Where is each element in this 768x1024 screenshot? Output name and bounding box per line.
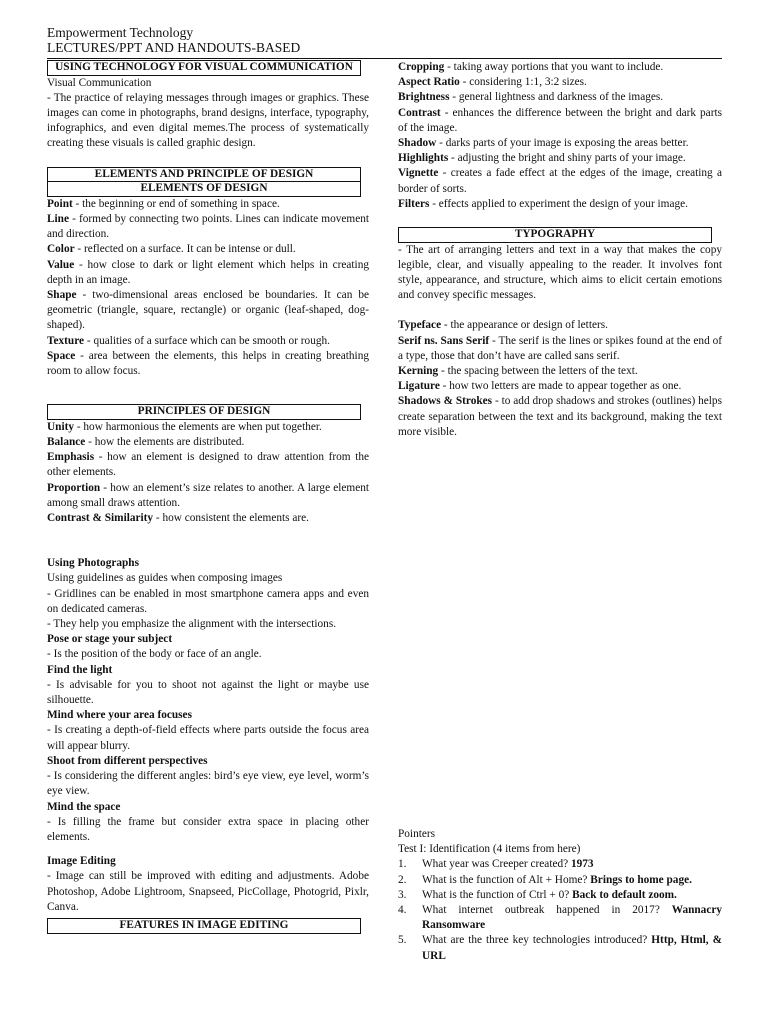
- feature-item: Vignette - creates a fade effect at the edges of the image, creating a border of sorts.: [398, 167, 722, 195]
- question-item: 2. What is the function of Alt + Home? Brings to home page.: [398, 873, 692, 886]
- element-item: Point - the beginning or end of something in space.: [47, 197, 280, 210]
- elements-list: [47, 197, 369, 379]
- answer: Brings to home page.: [590, 873, 692, 886]
- section-box-elements-principles: ELEMENTS AND PRINCIPLE OF DESIGN: [47, 167, 361, 183]
- tip-text: - Is considering the different angles: bird’s eye view, eye level, worm’s eye view.: [47, 770, 369, 798]
- tip-text: - Is creating a depth-of-field effects where parts outside the focus area will appear blurry.: [47, 724, 369, 752]
- typo-item: Typeface - the appearance or design of letters.: [398, 319, 608, 332]
- typo-terms: [398, 318, 722, 440]
- features-list: [398, 60, 722, 212]
- pointers-subtitle: Test I: Identification (4 items from here): [398, 843, 581, 856]
- answer: Wannacry Ransomware: [422, 904, 722, 932]
- photo-bullet: - They help you emphasize the alignment with the intersections.: [47, 618, 337, 631]
- pointers-title: Pointers: [398, 828, 436, 840]
- question-item: 5. What are the three key technologies introduced? Http, Html, & URL: [398, 934, 722, 962]
- feature-item: Shadow - darks parts of your image is exposing the areas better.: [398, 137, 689, 150]
- principle-item: Balance - how the elements are distributed.: [47, 436, 245, 449]
- principles-list: [47, 420, 369, 526]
- question-item: 4. What internet outbreak happened in 2017? Wannacry Ransomware: [398, 904, 722, 932]
- typo-item: Serif ns. Sans Serif - The serif is the lines or spikes found at the end of a type, those that don’t have are called sans serif.: [398, 334, 723, 362]
- section-box-typography: TYPOGRAPHY: [398, 227, 712, 243]
- answer: Back to default zoom.: [572, 888, 677, 901]
- pointers-section: [398, 827, 722, 964]
- photo-bullet: - Gridlines can be enabled in most smartphone camera apps and even on dedicated cameras.: [47, 587, 369, 615]
- answer: 1973: [570, 858, 594, 871]
- edit-text: - Image can still be improved with editing and adjustments. Adobe Photoshop, Adobe Lightroom, Snapseed, PicCollage, Photogrid, Pixlr, Canva.: [47, 870, 369, 913]
- principle-item: Proportion - how an element’s size relates to another. A large element among small draws attention.: [47, 481, 369, 509]
- tip-title: Shoot from different perspectives: [47, 754, 208, 767]
- section-box-features: FEATURES IN IMAGE EDITING: [47, 918, 361, 934]
- tip-text: - Is the position of the body or face of an angle.: [47, 648, 262, 661]
- photo-title: Using Photographs: [47, 557, 139, 570]
- header-subject: Empowerment Technology: [47, 25, 194, 40]
- typo-item: Kerning - the spacing between the letters of the text.: [398, 365, 638, 378]
- question-item: 3. What is the function of Ctrl + 0? Back to default zoom.: [398, 888, 677, 901]
- left-column: [47, 60, 369, 934]
- tip-title: Mind the space: [47, 800, 121, 813]
- section-box-elements: ELEMENTS OF DESIGN: [47, 182, 361, 197]
- questions-list: [398, 857, 722, 963]
- feature-item: Brightness - general lightness and darkness of the images.: [398, 91, 664, 104]
- principle-item: Emphasis - how an element is designed to draw attention from the other elements.: [47, 451, 369, 479]
- element-item: Shape - two-dimensional areas enclosed be boundaries. It can be geometric (triangle, square, rectangle) or organic (leaf-shaped, dog-shaped).: [47, 289, 369, 332]
- feature-item: Filters - effects applied to experiment the design of your image.: [398, 197, 688, 210]
- question-item: 1. What year was Creeper created? 1973: [398, 858, 594, 871]
- photo-intro: Using guidelines as guides when composing images: [47, 572, 283, 585]
- feature-item: Highlights - adjusting the bright and shiny parts of your image.: [398, 152, 686, 165]
- answer: Http, Html, & URL: [422, 934, 722, 962]
- feature-item: Aspect Ratio - considering 1:1, 3:2 sizes.: [398, 76, 587, 89]
- section-box-principles: PRINCIPLES OF DESIGN: [47, 404, 361, 420]
- photo-tips: [47, 632, 369, 845]
- typo-item: Shadows & Strokes - to add drop shadows and strokes (outlines) helps create separation between the text and its background, making the text more visible.: [398, 395, 722, 438]
- header-subtitle: LECTURES/PPT AND HANDOUTS-BASED: [47, 40, 301, 55]
- right-column: [398, 60, 722, 440]
- feature-item: Contrast - enhances the difference between the bright and dark parts of the image.: [398, 106, 722, 134]
- element-item: Color - reflected on a surface. It can be intense or dull.: [47, 243, 296, 256]
- element-item: Value - how close to dark or light element which helps in creating depth in an image.: [47, 258, 369, 286]
- document-header: [47, 25, 300, 55]
- tip-title: Pose or stage your subject: [47, 633, 173, 646]
- edit-title: Image Editing: [47, 855, 116, 868]
- principle-item: Unity - how harmonious the elements are when put together.: [47, 420, 322, 433]
- vc-title: Visual Communication: [47, 76, 152, 89]
- header-rule: [47, 58, 722, 59]
- typo-item: Ligature - how two letters are made to appear together as one.: [398, 380, 682, 393]
- tip-text: - Is advisable for you to shoot not against the light or maybe use silhouette.: [47, 678, 369, 707]
- tip-title: Mind where your area focuses: [47, 709, 192, 722]
- principle-item: Contrast & Similarity - how consistent the elements are.: [47, 512, 309, 525]
- tip-text: - Is filling the frame but consider extra space in placing other elements.: [47, 815, 369, 843]
- typo-text: - The art of arranging letters and text in a way that makes the copy legible, clear, and visually appealing to the reader. It involves font style, appearance, and structure, which aims to elicit certain emotions and convey specific messages.: [398, 243, 722, 302]
- element-item: Space - area between the elements, this helps in creating breathing room to allow focus.: [47, 349, 369, 378]
- element-item: Line - formed by connecting two points. Lines can indicate movement and direction.: [47, 213, 369, 241]
- section-box-visual-communication: USING TECHNOLOGY FOR VISUAL COMMUNICATION: [47, 60, 361, 76]
- element-item: Texture - qualities of a surface which can be smooth or rough.: [47, 334, 330, 347]
- feature-item: Cropping - taking away portions that you want to include.: [398, 61, 664, 73]
- tip-title: Find the light: [47, 663, 113, 676]
- vc-text: - The practice of relaying messages through images or graphics. These images can come in photographs, brand designs, interface, typography, infographics, and even digital memes.The process of systematically creating these visuals is called graphic design.: [47, 91, 369, 150]
